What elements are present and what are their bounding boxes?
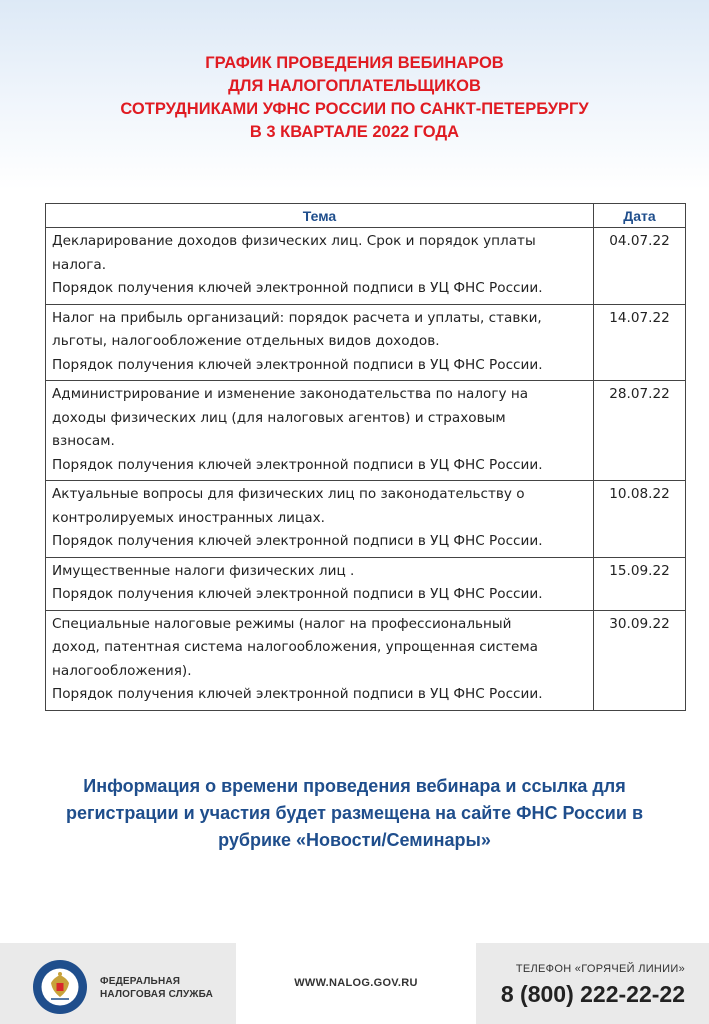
column-header-topic: Тема xyxy=(46,204,594,228)
title-line: СОТРУДНИКАМИ УФНС РОССИИ ПО САНКТ-ПЕТЕРБУРГУ xyxy=(120,100,589,118)
page-title xyxy=(0,52,709,144)
fns-emblem-icon xyxy=(32,959,88,1015)
table-row xyxy=(46,304,686,381)
hotline-phone[interactable]: 8 (800) 222-22-22 xyxy=(500,981,685,1007)
topic-line: налогообложения). xyxy=(52,662,192,679)
table-row xyxy=(46,610,686,710)
column-header-date: Дата xyxy=(594,204,686,228)
table-row xyxy=(46,228,686,305)
topic-cell xyxy=(46,610,594,710)
topic-line: Порядок получения ключей электронной подписи в УЦ ФНС России. xyxy=(52,456,543,473)
topic-line: Имущественные налоги физических лиц . xyxy=(52,562,355,579)
organization-name xyxy=(100,975,213,1001)
topic-line: Порядок получения ключей электронной подписи в УЦ ФНС России. xyxy=(52,280,543,296)
topic-line: контролируемых иностранных лицах. xyxy=(52,509,325,526)
organization-name-line: НАЛОГОВАЯ СЛУЖБА xyxy=(100,989,214,1000)
organization-name-line: ФЕДЕРАЛЬНАЯ xyxy=(100,976,181,987)
title-line: ГРАФИК ПРОВЕДЕНИЯ ВЕБИНАРОВ xyxy=(205,54,504,72)
topic-line: Порядок получения ключей электронной подписи в УЦ ФНС России. xyxy=(52,356,543,373)
date-cell: 30.09.22 xyxy=(594,610,686,710)
topic-line: доход, патентная система налогообложения, упрощенная система xyxy=(52,639,538,655)
registration-info-text: Информация о времени проведения вебинара и ссылка для регистрации и участия будет размещена на сайте ФНС России в рубрике «Новости/Семинары» xyxy=(65,776,644,850)
webinar-schedule-table xyxy=(45,203,686,711)
topic-cell xyxy=(46,228,594,305)
table-row xyxy=(46,481,686,558)
topic-cell xyxy=(46,481,594,558)
table-row xyxy=(46,557,686,610)
topic-cell xyxy=(46,381,594,481)
website-link[interactable]: WWW.NALOG.GOV.RU xyxy=(294,977,418,989)
hotline-label: ТЕЛЕФОН «ГОРЯЧЕЙ ЛИНИИ» xyxy=(515,963,685,975)
topic-cell xyxy=(46,304,594,381)
topic-line: Налог на прибыль организаций: порядок расчета и уплаты, ставки, xyxy=(52,309,542,326)
website-panel xyxy=(236,943,476,1024)
topic-line: Администрирование и изменение законодательства по налогу на xyxy=(52,386,529,402)
date-cell: 10.08.22 xyxy=(594,481,686,558)
topic-line: Порядок получения ключей электронной подписи в УЦ ФНС России. xyxy=(52,533,543,549)
topic-line: Декларирование доходов физических лиц. Срок и порядок уплаты xyxy=(52,233,536,249)
topic-line: льготы, налогообложение отдельных видов доходов. xyxy=(52,333,440,349)
topic-line: Порядок получения ключей электронной подписи в УЦ ФНС России. xyxy=(52,586,543,602)
topic-cell xyxy=(46,557,594,610)
title-line: ДЛЯ НАЛОГОПЛАТЕЛЬЩИКОВ xyxy=(228,77,481,95)
title-line: В 3 КВАРТАЛЕ 2022 ГОДА xyxy=(249,123,460,141)
footer xyxy=(0,943,709,1024)
date-cell: 28.07.22 xyxy=(594,381,686,481)
topic-line: доходы физических лиц (для налоговых агентов) и страховым xyxy=(52,409,506,426)
topic-line: взносам. xyxy=(52,433,115,449)
topic-line: Специальные налоговые режимы (налог на профессиональный xyxy=(52,615,512,632)
table-header-row xyxy=(46,204,686,228)
date-cell: 04.07.22 xyxy=(594,228,686,305)
topic-line: Порядок получения ключей электронной подписи в УЦ ФНС России. xyxy=(52,686,543,702)
topic-line: Актуальные вопросы для физических лиц по законодательству о xyxy=(52,486,525,502)
date-cell: 15.09.22 xyxy=(594,557,686,610)
table-row xyxy=(46,381,686,481)
date-cell: 14.07.22 xyxy=(594,304,686,381)
topic-line: налога. xyxy=(52,256,107,273)
